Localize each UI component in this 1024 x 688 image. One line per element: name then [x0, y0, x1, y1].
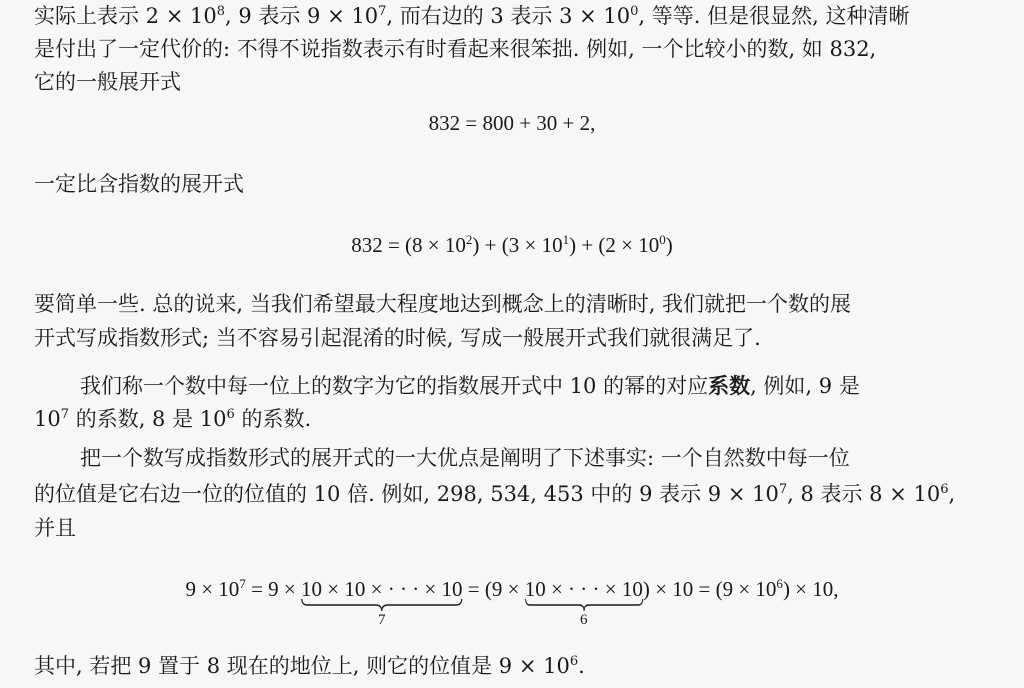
paragraph-4-line-2	[34, 405, 311, 433]
text: 832 = (8 × 10	[351, 233, 466, 257]
text: 的位值是它右边一位的位值的 10 倍. 例如, 298, 534, 453 中的 9 表示 9 × 10	[34, 482, 779, 506]
paragraph-3-line-1: 要简单一些. 总的说来, 当我们希望最大程度地达到概念上的清晰时, 我们就把一个数的展	[34, 292, 852, 316]
exponent: 7	[239, 575, 246, 591]
paragraph-3-line-2: 开式写成指数形式; 当不容易引起混淆的时候, 写成一般展开式我们就很满足了.	[34, 326, 761, 350]
paragraph-1-line-2: 是付出了一定代价的: 不得不说指数表示有时看起来很笨拙. 例如, 一个比较小的数, 如 832,	[34, 37, 877, 61]
text: ) × 10,	[782, 577, 839, 601]
paragraph-4-line-1	[80, 372, 860, 400]
exponent: 0	[630, 3, 639, 19]
text: .	[578, 654, 585, 678]
exponent: 6	[226, 406, 235, 422]
text: ) + (3 × 10	[472, 233, 563, 257]
text: 的系数, 8 是 10	[69, 407, 227, 431]
text: ,	[948, 482, 956, 506]
text: 9 × 10	[185, 577, 240, 601]
text: 其中, 若把 9 置于 8 现在的地位上, 则它的位值是 9 × 10	[34, 654, 570, 678]
underbrace-group-7	[301, 574, 463, 628]
text: 我们称一个数中每一位上的数字为它的指数展开式中 10 的幂的对应	[80, 374, 709, 398]
paragraph-5-line-1: 把一个数写成指数形式的展开式的一大优点是阐明了下述事实: 一个自然数中每一位	[80, 446, 850, 470]
text: = 9 ×	[245, 577, 302, 601]
text: , 8 表示 8 × 10	[787, 482, 941, 506]
underbrace-label: 6	[580, 612, 588, 628]
text: 10	[34, 407, 61, 431]
exponent: 8	[216, 3, 225, 19]
exponent: 6	[940, 481, 949, 497]
text: ) × 10 = (9 × 10	[642, 577, 777, 601]
equation-place-value	[0, 574, 1024, 628]
text: , 例如, 9 是	[750, 374, 860, 398]
text: = (9 ×	[462, 577, 525, 601]
underbrace-group-6	[524, 574, 643, 628]
equation-832-exponential	[0, 230, 1024, 260]
text: )	[665, 233, 673, 257]
text: 实际上表示 2 × 10	[34, 4, 217, 28]
paragraph-5-line-2	[34, 480, 955, 508]
term-coefficient: 系数	[708, 373, 751, 398]
underbrace-label: 7	[378, 612, 386, 628]
paragraph-5-line-3: 并且	[34, 516, 76, 540]
text: ) + (2 × 10	[569, 233, 660, 257]
equation-832-expansion: 832 = 800 + 30 + 2,	[428, 111, 596, 135]
paragraph-1-line-1	[34, 2, 909, 30]
paragraph-6	[34, 652, 585, 680]
exponent: 7	[378, 3, 387, 19]
exponent: 6	[569, 653, 579, 669]
exponent: 7	[778, 481, 788, 497]
underbrace-icon	[301, 598, 463, 612]
exponent: 2	[465, 231, 473, 247]
paragraph-1-line-3: 它的一般展开式	[34, 70, 181, 94]
text: , 等等. 但是很显然, 这种清晰	[638, 4, 910, 28]
exponent: 0	[659, 231, 666, 247]
paragraph-2: 一定比含指数的展开式	[34, 172, 244, 196]
text: , 9 表示 9 × 10	[225, 4, 379, 28]
exponent: 6	[776, 575, 783, 591]
exponent: 7	[60, 406, 70, 422]
text: , 而右边的 3 表示 3 × 10	[386, 4, 631, 28]
text: 的系数.	[234, 407, 312, 431]
exponent: 1	[562, 231, 570, 247]
text: 10 × 10 × · · · × 10	[301, 577, 463, 601]
underbrace-icon	[525, 598, 643, 612]
text: 10 × · · · × 10	[524, 577, 643, 601]
